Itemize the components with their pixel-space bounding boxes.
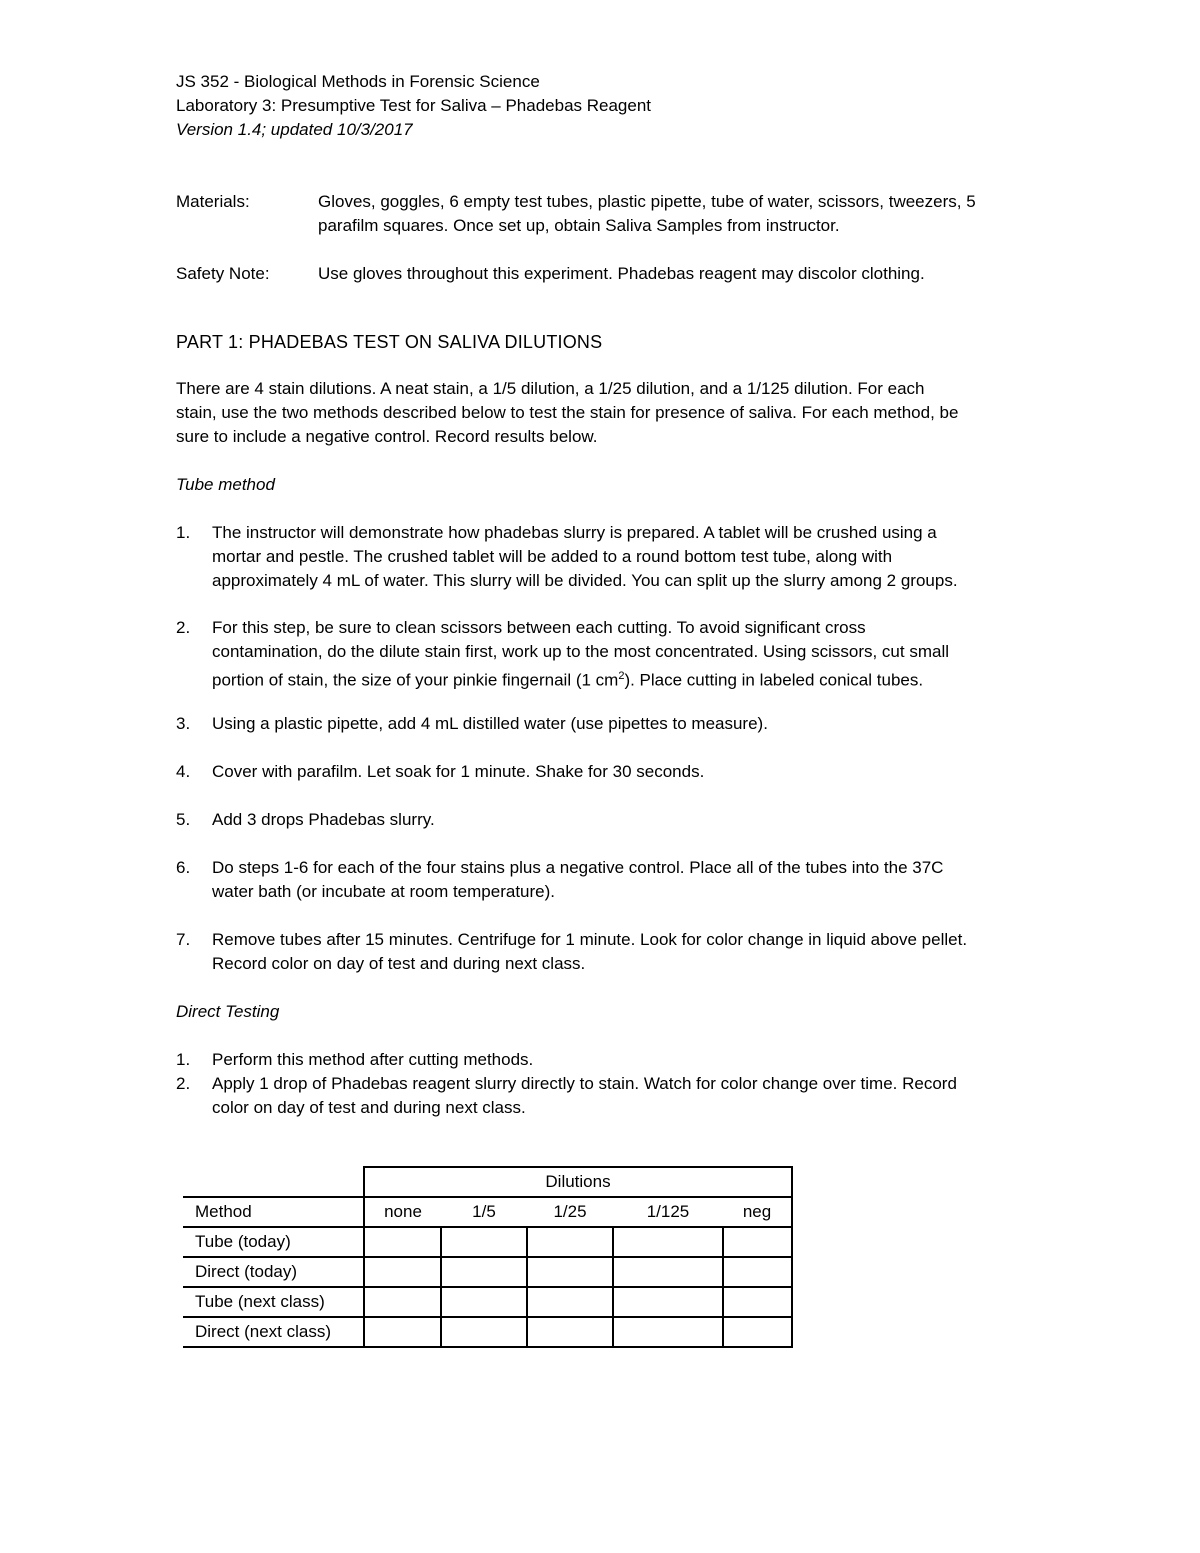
tube-step-2-number: 2.	[176, 618, 191, 637]
column-header-1-25: 1/25	[527, 1197, 613, 1227]
tube-step-4-number: 4.	[176, 762, 191, 781]
column-header-1-5: 1/5	[441, 1197, 527, 1227]
column-header-none: none	[364, 1197, 441, 1227]
result-cell[interactable]	[441, 1257, 527, 1287]
tube-step-6-line-2: water bath (or incubate at room temperature).	[212, 882, 555, 901]
result-cell[interactable]	[364, 1257, 441, 1287]
tube-step-2-line-2: contamination, do the dilute stain first, work up to the most concentrated. Using scissors, cut small	[212, 642, 950, 661]
version-line: Version 1.4; updated 10/3/2017	[176, 120, 413, 139]
tube-step-3-line-1: Using a plastic pipette, add 4 mL distilled water (use pipettes to measure).	[212, 714, 768, 733]
tube-step-7-line-1: Remove tubes after 15 minutes. Centrifuge for 1 minute. Look for color change in liquid above pellet.	[212, 930, 968, 949]
table-column-header-row	[183, 1197, 792, 1227]
direct-step-2-number: 2.	[176, 1074, 191, 1093]
tube-step-1-line-3: approximately 4 mL of water. This slurry will be divided. You can split up the slurry among 2 groups.	[212, 571, 958, 590]
row-label-tube-today: Tube (today)	[183, 1227, 364, 1257]
result-cell[interactable]	[723, 1257, 792, 1287]
safety-text: Use gloves throughout this experiment. Phadebas reagent may discolor clothing.	[318, 264, 925, 283]
tube-step-1-number: 1.	[176, 523, 191, 542]
result-cell[interactable]	[723, 1287, 792, 1317]
dilutions-header: Dilutions	[364, 1167, 792, 1197]
part1-intro-line-1: There are 4 stain dilutions. A neat stain, a 1/5 dilution, a 1/25 dilution, and a 1/125 dilution. For each	[176, 379, 925, 398]
part1-intro-line-3: sure to include a negative control. Record results below.	[176, 427, 598, 446]
result-cell[interactable]	[527, 1317, 613, 1347]
tube-step-1-line-1: The instructor will demonstrate how phadebas slurry is prepared. A tablet will be crushed using a	[212, 523, 937, 542]
result-cell[interactable]	[613, 1317, 723, 1347]
table-group-header-row	[183, 1167, 792, 1197]
result-cell[interactable]	[613, 1287, 723, 1317]
tube-method-heading: Tube method	[176, 475, 275, 494]
tube-step-2-line-3	[212, 664, 923, 693]
tube-step-7-line-2: Record color on day of test and during next class.	[212, 954, 586, 973]
column-header-method: Method	[183, 1197, 364, 1227]
result-cell[interactable]	[364, 1227, 441, 1257]
result-cell[interactable]	[613, 1227, 723, 1257]
result-cell[interactable]	[527, 1287, 613, 1317]
tube-step-2-line-1: For this step, be sure to clean scissors between each cutting. To avoid significant cross	[212, 618, 866, 637]
tube-step-1-line-2: mortar and pestle. The crushed tablet will be added to a round bottom test tube, along with	[212, 547, 893, 566]
tube-step-4-line-1: Cover with parafilm. Let soak for 1 minute. Shake for 30 seconds.	[212, 762, 705, 781]
result-cell[interactable]	[441, 1227, 527, 1257]
results-table	[183, 1166, 793, 1348]
table-row	[183, 1227, 792, 1257]
result-cell[interactable]	[723, 1317, 792, 1347]
column-header-1-125: 1/125	[613, 1197, 723, 1227]
direct-testing-heading: Direct Testing	[176, 1002, 280, 1021]
part1-title: PART 1: PHADEBAS TEST ON SALIVA DILUTIONS	[176, 332, 603, 352]
table-row	[183, 1257, 792, 1287]
materials-line-1: Gloves, goggles, 6 empty test tubes, plastic pipette, tube of water, scissors, tweezers, 5	[318, 192, 976, 211]
table-empty-corner	[183, 1167, 364, 1197]
row-label-tube-next-class: Tube (next class)	[183, 1287, 364, 1317]
course-title: JS 352 - Biological Methods in Forensic Science	[176, 72, 540, 91]
superscript-2: 2	[618, 670, 625, 682]
result-cell[interactable]	[441, 1317, 527, 1347]
table-row	[183, 1317, 792, 1347]
result-cell[interactable]	[441, 1287, 527, 1317]
part1-intro-line-2: stain, use the two methods described below to test the stain for presence of saliva. For each method, be	[176, 403, 959, 422]
result-cell[interactable]	[364, 1287, 441, 1317]
row-label-direct-next-class: Direct (next class)	[183, 1317, 364, 1347]
result-cell[interactable]	[364, 1317, 441, 1347]
lab-title: Laboratory 3: Presumptive Test for Saliva – Phadebas Reagent	[176, 96, 652, 115]
tube-step-2-line-3-pre: portion of stain, the size of your pinkie fingernail (1 cm	[212, 670, 619, 690]
column-header-neg: neg	[723, 1197, 792, 1227]
direct-step-1-line-1: Perform this method after cutting methods.	[212, 1050, 534, 1069]
result-cell[interactable]	[613, 1257, 723, 1287]
safety-label: Safety Note:	[176, 264, 270, 283]
result-cell[interactable]	[527, 1227, 613, 1257]
direct-step-2-line-1: Apply 1 drop of Phadebas reagent slurry directly to stain. Watch for color change over time. Record	[212, 1074, 957, 1093]
tube-step-3-number: 3.	[176, 714, 191, 733]
tube-step-5-number: 5.	[176, 810, 191, 829]
result-cell[interactable]	[527, 1257, 613, 1287]
tube-step-2-line-3-post: ). Place cutting in labeled conical tubes.	[624, 670, 924, 690]
table-row	[183, 1287, 792, 1317]
tube-step-6-line-1: Do steps 1-6 for each of the four stains plus a negative control. Place all of the tubes into the 37C	[212, 858, 944, 877]
direct-step-2-line-2: color on day of test and during next class.	[212, 1098, 526, 1117]
row-label-direct-today: Direct (today)	[183, 1257, 364, 1287]
tube-step-5-line-1: Add 3 drops Phadebas slurry.	[212, 810, 435, 829]
direct-step-1-number: 1.	[176, 1050, 191, 1069]
materials-line-2: parafilm squares. Once set up, obtain Saliva Samples from instructor.	[318, 216, 840, 235]
tube-step-7-number: 7.	[176, 930, 191, 949]
tube-step-6-number: 6.	[176, 858, 191, 877]
result-cell[interactable]	[723, 1227, 792, 1257]
materials-label: Materials:	[176, 192, 250, 211]
